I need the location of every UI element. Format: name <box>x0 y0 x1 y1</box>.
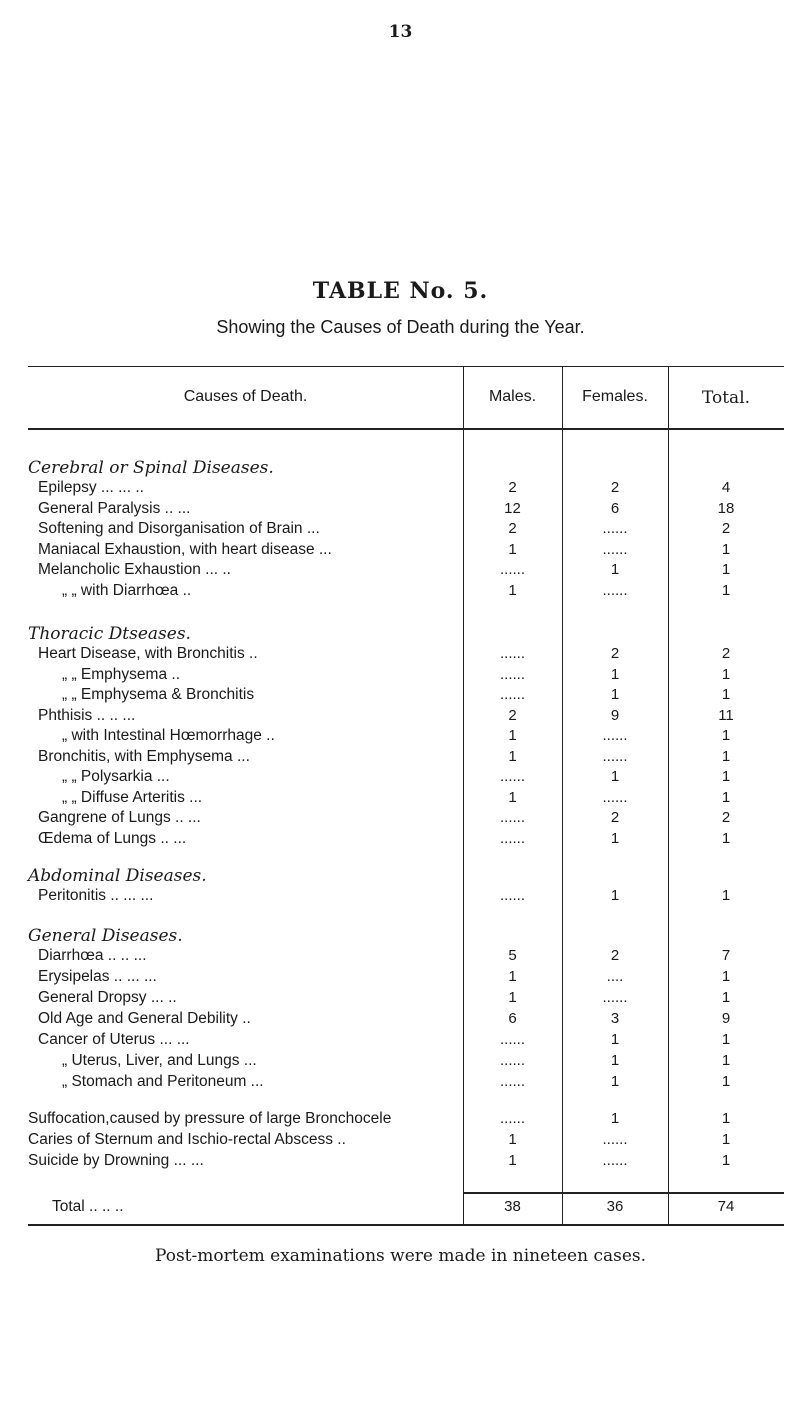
total-cell: 1 <box>721 665 731 683</box>
males-cell: 1 <box>508 989 517 1006</box>
cause-label: „ „ Emphysema .. <box>62 665 180 683</box>
males-cell: ...... <box>499 829 525 847</box>
table-row <box>28 830 784 852</box>
females-cell: ...... <box>602 989 628 1006</box>
table-row <box>28 968 784 990</box>
table-row <box>28 1052 784 1074</box>
table-row <box>28 768 784 790</box>
cause-label: „ „ Diffuse Arteritis ... <box>62 788 203 806</box>
females-cell: 3 <box>610 1010 620 1027</box>
males-cell: ...... <box>499 887 525 904</box>
cause-label: Softening and Disorganisation of Brain ... <box>38 520 320 537</box>
males-cell: 2 <box>508 479 517 496</box>
males-cell: 1 <box>508 1152 517 1169</box>
total-cell: 9 <box>721 1010 731 1027</box>
causes-of-death-table <box>28 366 784 1236</box>
males-cell: ...... <box>499 1052 525 1069</box>
females-cell: 36 <box>606 1198 624 1215</box>
total-cell: 1 <box>721 686 731 703</box>
females-cell: ...... <box>602 1131 628 1148</box>
total-cell: 2 <box>721 520 731 537</box>
table-row <box>28 989 784 1011</box>
cause-label: Suffocation,caused by pressure of large Bronchocele <box>28 1110 392 1127</box>
females-cell: 2 <box>610 809 620 826</box>
females-cell: ...... <box>602 727 628 744</box>
cause-label: Diarrhœa .. .. ... <box>38 947 147 964</box>
total-cell: 4 <box>721 479 731 496</box>
table-row <box>28 789 784 811</box>
table-row <box>28 500 784 522</box>
header-females: Females. <box>582 388 648 405</box>
table-bottom-rule <box>28 1224 784 1226</box>
females-cell: ...... <box>602 788 628 806</box>
males-cell: ...... <box>499 1073 525 1090</box>
cause-label: Gangrene of Lungs .. ... <box>38 809 201 826</box>
males-cell: 2 <box>508 706 517 724</box>
females-cell: 1 <box>610 686 620 703</box>
males-cell: 1 <box>508 1131 517 1148</box>
table-subtitle: Showing the Causes of Death during the Year. <box>216 317 585 337</box>
total-cell: 1 <box>721 968 731 985</box>
males-cell: 5 <box>508 947 517 964</box>
table-row <box>28 1198 784 1220</box>
females-cell: ...... <box>602 540 628 558</box>
males-cell: 38 <box>504 1198 521 1215</box>
females-cell: 2 <box>610 479 620 496</box>
header-rule <box>28 428 784 430</box>
table-row <box>28 1110 784 1132</box>
total-cell: 1 <box>721 989 731 1006</box>
cause-label: „ „ Polysarkia ... <box>62 768 170 785</box>
table-row <box>28 1152 784 1174</box>
total-cell: 1 <box>721 581 731 599</box>
total-cell: 1 <box>721 829 731 847</box>
total-cell: 74 <box>717 1198 735 1215</box>
females-cell: 1 <box>610 1031 620 1048</box>
header-causes: Causes of Death. <box>183 388 308 405</box>
males-cell: 1 <box>508 788 517 806</box>
total-cell: 1 <box>721 768 731 785</box>
males-cell: ...... <box>499 809 525 826</box>
males-cell: 1 <box>508 540 517 558</box>
males-cell: 1 <box>508 747 517 765</box>
cause-label: „ Uterus, Liver, and Lungs ... <box>62 1052 257 1069</box>
table-row <box>28 809 784 831</box>
males-cell: 1 <box>508 727 517 744</box>
total-cell: 1 <box>721 1152 731 1169</box>
cause-label: Œdema of Lungs .. ... <box>38 829 187 847</box>
table-row <box>28 947 784 969</box>
males-cell: ...... <box>499 561 525 578</box>
females-cell: 1 <box>610 887 620 904</box>
females-cell: .... <box>606 968 624 985</box>
section-title-abdominal: Abdominal Diseases. <box>28 866 207 886</box>
total-rule <box>463 1192 784 1194</box>
males-cell: ...... <box>499 1110 525 1127</box>
cause-label: „ „ Emphysema & Bronchitis <box>62 686 255 703</box>
table-row <box>28 1073 784 1095</box>
females-cell: 1 <box>610 829 620 847</box>
total-cell: 1 <box>721 561 731 578</box>
cause-label: Total .. .. .. <box>52 1198 124 1215</box>
total-cell: 2 <box>721 809 731 826</box>
cause-label: „ Stomach and Peritoneum ... <box>62 1073 264 1090</box>
cause-label: Suicide by Drowning ... ... <box>28 1152 204 1169</box>
table-row <box>28 748 784 770</box>
cause-label: Bronchitis, with Emphysema ... <box>38 747 250 765</box>
table-row <box>28 645 784 667</box>
cause-label: Erysipelas .. ... ... <box>38 968 157 985</box>
total-cell: 1 <box>721 1052 731 1069</box>
cause-label: Melancholic Exhaustion ... .. <box>38 561 231 578</box>
females-cell: 1 <box>610 561 620 578</box>
cause-label: Cancer of Uterus ... ... <box>38 1031 190 1048</box>
table-top-rule <box>28 366 784 367</box>
total-cell: 1 <box>721 727 731 744</box>
total-cell: 7 <box>721 947 731 964</box>
total-cell: 1 <box>721 887 731 904</box>
table-row <box>28 520 784 542</box>
females-cell: 6 <box>610 499 620 517</box>
table-row <box>28 541 784 563</box>
females-cell: 1 <box>610 1052 620 1069</box>
table-row <box>28 666 784 688</box>
total-cell: 1 <box>721 1131 731 1148</box>
total-cell: 1 <box>721 788 731 806</box>
footnote: Post-mortem examinations were made in nineteen cases. <box>154 1246 647 1266</box>
total-cell: 1 <box>721 1031 731 1048</box>
males-cell: ...... <box>499 768 525 785</box>
total-cell: 2 <box>721 645 731 662</box>
table-row <box>28 582 784 604</box>
cause-label: Caries of Sternum and Ischio-rectal Abscess .. <box>28 1131 346 1148</box>
females-cell: 2 <box>610 645 620 662</box>
table-row <box>28 727 784 749</box>
males-cell: 1 <box>508 581 517 599</box>
section-title-cerebral: Cerebral or Spinal Diseases. <box>28 458 274 478</box>
table-row <box>28 479 784 501</box>
cause-label: Maniacal Exhaustion, with heart disease ... <box>38 540 332 558</box>
table-row <box>28 707 784 729</box>
total-cell: 1 <box>721 747 731 765</box>
males-cell: ...... <box>499 645 525 662</box>
males-cell: 6 <box>508 1010 517 1027</box>
cause-label: Peritonitis .. ... ... <box>38 887 154 904</box>
females-cell: 1 <box>610 1110 620 1127</box>
females-cell: 1 <box>610 1073 620 1090</box>
table-row <box>28 1131 784 1153</box>
cause-label: Epilepsy ... ... .. <box>38 479 144 496</box>
total-cell: 1 <box>721 1073 731 1090</box>
males-cell: 12 <box>504 499 521 517</box>
section-title-general: General Diseases. <box>28 926 183 946</box>
total-cell: 1 <box>721 1110 731 1127</box>
females-cell: 9 <box>610 706 620 724</box>
cause-label: Phthisis .. .. ... <box>38 706 136 724</box>
table-row <box>28 887 784 909</box>
total-cell: 1 <box>721 540 731 558</box>
header-males: Males. <box>488 388 537 405</box>
males-cell: ...... <box>499 686 525 703</box>
females-cell: ...... <box>602 581 628 599</box>
females-cell: 1 <box>610 768 620 785</box>
cause-label: „ with Intestinal Hœmorrhage .. <box>62 727 275 744</box>
table-row <box>28 561 784 583</box>
males-cell: ...... <box>499 1031 525 1048</box>
males-cell: 1 <box>508 968 517 985</box>
females-cell: 1 <box>610 665 620 683</box>
total-cell: 18 <box>717 499 735 517</box>
females-cell: ...... <box>602 747 628 765</box>
table-row <box>28 1031 784 1053</box>
males-cell: ...... <box>499 665 525 683</box>
cause-label: General Paralysis .. ... <box>38 499 191 517</box>
table-row <box>28 686 784 708</box>
cause-label: General Dropsy ... .. <box>38 989 177 1006</box>
females-cell: ...... <box>602 520 628 537</box>
cause-label: Old Age and General Debility .. <box>38 1010 251 1027</box>
cause-label: Heart Disease, with Bronchitis .. <box>38 645 258 662</box>
males-cell: 2 <box>508 520 517 537</box>
total-cell: 11 <box>718 706 734 724</box>
section-title-thoracic: Thoracic Dtseases. <box>28 624 191 644</box>
females-cell: ...... <box>602 1152 628 1169</box>
table-title: TABLE No. 5. <box>312 278 489 304</box>
females-cell: 2 <box>610 947 620 964</box>
header-total: Total. <box>701 388 751 408</box>
page-number: 13 <box>388 22 413 42</box>
table-row <box>28 1010 784 1032</box>
cause-label: „ „ with Diarrhœa .. <box>62 581 192 599</box>
